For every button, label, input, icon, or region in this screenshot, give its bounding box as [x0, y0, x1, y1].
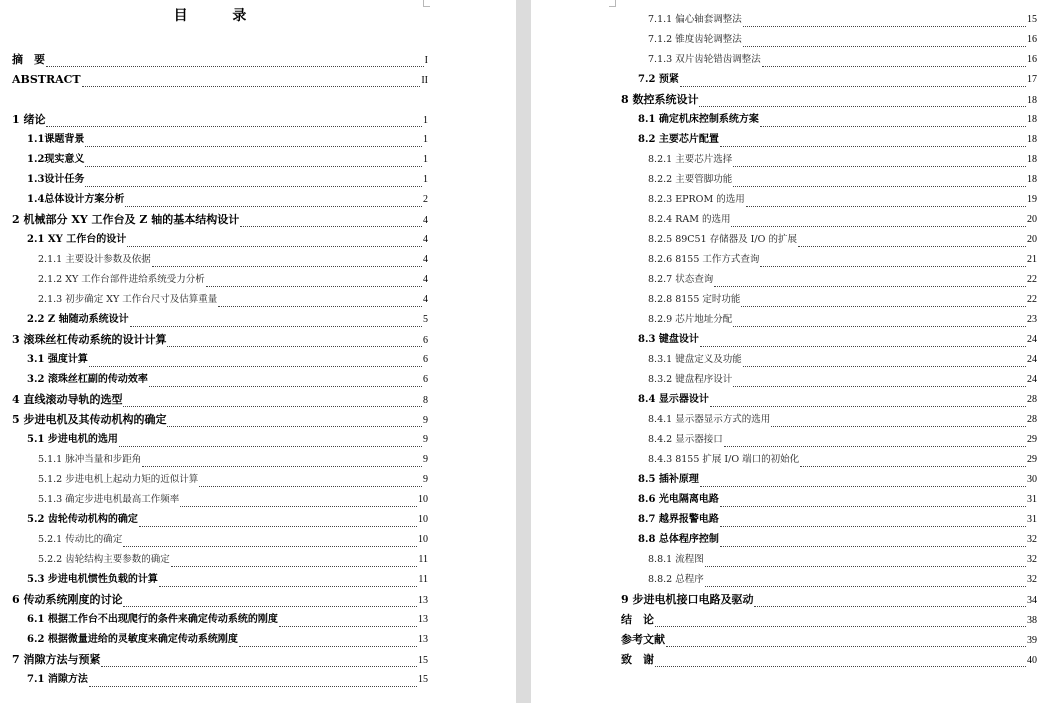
toc-entry-page-number: 1: [423, 154, 428, 165]
toc-entry-title: 5.1.3 确定步进电机最高工作频率: [38, 494, 180, 505]
toc-entry: [0, 290, 428, 310]
toc-entry-page-number: 10: [418, 534, 428, 545]
toc-entry: [0, 670, 428, 690]
toc-entry: [0, 630, 428, 650]
toc-entry-title: 结 论: [621, 613, 654, 626]
toc-entry: [531, 210, 1037, 230]
toc-entry-page-number: 6: [423, 335, 428, 346]
toc-entry-title: 8.4.3 8155 扩展 I/O 端口的初始化: [648, 454, 800, 465]
toc-entry: [0, 150, 428, 170]
toc-entry-title: 5.2 齿轮传动机构的确定: [27, 514, 138, 525]
toc-entry-page-number: 23: [1027, 314, 1037, 325]
toc-leader-dots: [240, 214, 422, 227]
toc-entry: [0, 610, 428, 630]
toc-leader-dots: [733, 374, 1026, 387]
toc-entry-page-number: 13: [418, 634, 428, 645]
toc-entry-title: 5.1.2 步进电机上起动力矩的近似计算: [38, 474, 199, 485]
toc-leader-dots: [724, 434, 1026, 447]
toc-leader-dots: [142, 454, 422, 467]
toc-leader-dots: [746, 194, 1026, 207]
toc-entry-title: 5 步进电机及其传动机构的确定: [12, 413, 167, 426]
toc-entry: [531, 250, 1037, 270]
toc-entry: [0, 650, 428, 670]
toc-entry: [531, 390, 1037, 410]
toc-entry-page-number: 34: [1027, 595, 1037, 606]
toc-leader-dots: [720, 494, 1026, 507]
toc-entry-page-number: 2: [423, 194, 428, 205]
toc-leader-dots: [760, 114, 1026, 127]
toc-title: 目 录: [173, 8, 267, 24]
toc-entry: [531, 130, 1037, 150]
toc-entry-page-number: 28: [1027, 394, 1037, 405]
toc-entry-title: 7.1 消隙方法: [27, 674, 88, 685]
toc-entry-title: 8.5 插补原理: [638, 474, 699, 485]
toc-entry: [531, 630, 1037, 650]
toc-entry: [0, 530, 428, 550]
toc-leader-dots: [89, 354, 422, 367]
toc-entry-page-number: 6: [423, 354, 428, 365]
toc-entry-title: 7.1.1 偏心轴套调整法: [648, 14, 742, 25]
toc-entry-title: ABSTRACT: [12, 73, 81, 86]
toc-entry: [531, 450, 1037, 470]
toc-entry-title: 8.3.1 键盘定义及功能: [648, 354, 742, 365]
toc-entry: [531, 190, 1037, 210]
toc-entry-page-number: 11: [418, 574, 428, 585]
toc-entry-title: 8.3.2 键盘程序设计: [648, 374, 733, 385]
toc-leader-dots: [666, 634, 1026, 647]
toc-entry-page-number: 39: [1027, 635, 1037, 646]
toc-entry-page-number: 24: [1027, 354, 1037, 365]
toc-entry: [531, 30, 1037, 50]
toc-entry-page-number: 18: [1027, 154, 1037, 165]
toc-entry-title: 参考文献: [621, 633, 665, 646]
toc-entry-page-number: 30: [1027, 474, 1037, 485]
toc-entry-page-number: 1: [423, 134, 428, 145]
toc-leader-dots: [125, 194, 422, 207]
toc-entry: [0, 590, 428, 610]
toc-entry-page-number: 10: [418, 494, 428, 505]
toc-entry: [0, 70, 428, 90]
toc-entry: [0, 350, 428, 370]
toc-entry: [531, 90, 1037, 110]
toc-entry-page-number: 18: [1027, 134, 1037, 145]
toc-entry: [531, 550, 1037, 570]
toc-leader-dots: [123, 534, 417, 547]
toc-leader-dots: [720, 514, 1026, 527]
toc-leader-dots: [152, 254, 422, 267]
toc-entry-page-number: 6: [423, 374, 428, 385]
toc-leader-dots: [741, 294, 1026, 307]
toc-entry-title: 8.2.3 EPROM 的选用: [648, 194, 745, 205]
toc-entry-page-number: 17: [1027, 74, 1037, 85]
toc-page-right: [531, 0, 1055, 703]
toc-entry-title: 9 步进电机接口电路及驱动: [621, 593, 754, 606]
toc-entry: [531, 650, 1037, 670]
toc-entry-page-number: 21: [1027, 254, 1037, 265]
toc-leader-dots: [743, 34, 1026, 47]
toc-entry-title: 6 传动系统刚度的讨论: [12, 593, 123, 606]
toc-entry-title: 8.7 越界报警电路: [638, 514, 719, 525]
toc-entry-title: 7.1.2 锥度齿轮调整法: [648, 34, 742, 45]
toc-leader-dots: [159, 574, 417, 587]
toc-entry-title: 8.2 主要芯片配置: [638, 134, 719, 145]
toc-entry-title: 4 直线滚动导轨的选型: [12, 393, 123, 406]
toc-entry-page-number: 24: [1027, 334, 1037, 345]
toc-entry: [0, 470, 428, 490]
toc-entry: [0, 570, 428, 590]
toc-leader-dots: [754, 594, 1026, 607]
toc-leader-dots: [700, 334, 1026, 347]
toc-leader-dots: [85, 154, 422, 167]
toc-entry: [0, 550, 428, 570]
toc-entry-title: 5.2.2 齿轮结构主要参数的确定: [38, 554, 170, 565]
toc-entry-title: 8.6 光电隔离电路: [638, 494, 719, 505]
toc-entry-title: 摘 要: [12, 53, 45, 66]
toc-entry-title: 8.2.6 8155 工作方式查询: [648, 254, 760, 265]
toc-entry: [531, 370, 1037, 390]
toc-leader-dots: [46, 114, 422, 127]
toc-leader-dots: [167, 334, 422, 347]
toc-entry-page-number: 40: [1027, 655, 1037, 666]
toc-leader-dots: [139, 514, 417, 527]
toc-entry-title: 8.2.4 RAM 的选用: [648, 214, 731, 225]
toc-leader-dots: [206, 274, 422, 287]
toc-leader-dots: [705, 554, 1026, 567]
toc-leader-dots: [89, 674, 417, 687]
toc-entry-page-number: 15: [418, 655, 428, 666]
toc-leader-dots: [680, 74, 1026, 87]
toc-leader-dots: [46, 54, 424, 67]
toc-entry-page-number: 22: [1027, 274, 1037, 285]
toc-leader-dots: [700, 474, 1026, 487]
toc-entry-page-number: I: [424, 55, 428, 66]
toc-entry-page-number: 4: [423, 215, 428, 226]
toc-entry-page-number: 9: [423, 474, 428, 485]
toc-entry: [531, 10, 1037, 30]
toc-entry-title: 1.3设计任务: [27, 174, 85, 185]
toc-leader-dots: [180, 494, 417, 507]
toc-leader-dots: [101, 654, 417, 667]
toc-leader-dots: [239, 634, 417, 647]
toc-leader-dots: [720, 134, 1026, 147]
toc-leader-dots: [123, 394, 422, 407]
toc-entry-title: 6.2 根据微量进给的灵敏度来确定传动系统刚度: [27, 634, 238, 645]
toc-entry: [531, 610, 1037, 630]
toc-entry-page-number: 9: [423, 434, 428, 445]
toc-entry-title: 8.4.1 显示器显示方式的选用: [648, 414, 771, 425]
toc-entry-page-number: 20: [1027, 234, 1037, 245]
toc-entry: [531, 590, 1037, 610]
toc-entry: [531, 490, 1037, 510]
toc-leader-dots: [714, 274, 1026, 287]
toc-entry: [531, 110, 1037, 130]
toc-leader-dots: [760, 254, 1026, 267]
toc-entry-title: 2.2 Z 轴随动系统设计: [27, 314, 129, 325]
toc-entry: [0, 430, 428, 450]
toc-entry-title: 致 谢: [621, 653, 654, 666]
toc-entry-page-number: 4: [423, 294, 428, 305]
toc-entry-page-number: 18: [1027, 114, 1037, 125]
toc-leader-dots: [199, 474, 422, 487]
toc-entry-title: 5.1.1 脉冲当量和步距角: [38, 454, 142, 465]
toc-leader-dots: [699, 94, 1026, 107]
toc-entry-page-number: 18: [1027, 174, 1037, 185]
toc-entry-page-number: 1: [423, 174, 428, 185]
toc-entry-page-number: 19: [1027, 194, 1037, 205]
toc-entry: [0, 170, 428, 190]
toc-entry: [0, 370, 428, 390]
toc-leader-dots: [82, 74, 421, 87]
toc-leader-dots: [710, 394, 1026, 407]
toc-entry-title: 2.1.1 主要设计参数及依据: [38, 254, 151, 265]
toc-entry: [0, 50, 428, 70]
toc-leader-dots: [733, 154, 1026, 167]
toc-entry: [0, 510, 428, 530]
toc-entry-title: 2.1 XY 工作台的设计: [27, 234, 127, 245]
toc-entry-title: 3.2 滚珠丝杠副的传动效率: [27, 374, 148, 385]
toc-entry-page-number: 18: [1027, 95, 1037, 106]
toc-entry: [531, 290, 1037, 310]
toc-entry-title: 2 机械部分 XY 工作台及 Z 轴的基本结构设计: [12, 213, 240, 226]
toc-entry-page-number: 4: [423, 274, 428, 285]
toc-entry-title: 8.1 确定机床控制系统方案: [638, 114, 759, 125]
toc-entry-title: 1.4总体设计方案分析: [27, 194, 125, 205]
toc-entry-page-number: 10: [418, 514, 428, 525]
toc-entry-page-number: 32: [1027, 534, 1037, 545]
toc-entry: [531, 410, 1037, 430]
toc-entry-page-number: 20: [1027, 214, 1037, 225]
toc-entry-title: 1.2现实意义: [27, 154, 85, 165]
toc-entry: [0, 390, 428, 410]
toc-entry-title: 7.2 预紧: [638, 74, 679, 85]
toc-entry-title: 8.8 总体程序控制: [638, 534, 719, 545]
crop-mark: [609, 0, 616, 7]
toc-leader-dots: [800, 454, 1026, 467]
toc-entry-title: 1 绪论: [12, 113, 46, 126]
toc-entry-page-number: 9: [423, 415, 428, 426]
toc-leader-dots: [218, 294, 422, 307]
toc-leader-dots: [731, 214, 1026, 227]
toc-leader-dots: [279, 614, 417, 627]
toc-entry-title: 8.4 显示器设计: [638, 394, 709, 405]
toc-entry-title: 7.1.3 双片齿轮错齿调整法: [648, 54, 761, 65]
toc-entry-page-number: 4: [423, 254, 428, 265]
toc-entry-page-number: 1: [423, 115, 428, 126]
toc-entry-title: 8.8.2 总程序: [648, 574, 704, 585]
toc-entry-page-number: 11: [418, 554, 428, 565]
toc-entry: [531, 570, 1037, 590]
toc-entry-page-number: 16: [1027, 54, 1037, 65]
toc-entry-title: 5.2.1 传动比的确定: [38, 534, 123, 545]
toc-entry-page-number: 31: [1027, 514, 1037, 525]
toc-entry-page-number: 24: [1027, 374, 1037, 385]
toc-leader-dots: [733, 174, 1026, 187]
toc-entry-title: 7 消隙方法与预紧: [12, 653, 101, 666]
toc-entry-title: 8.2.5 89C51 存储器及 I/O 的扩展: [648, 234, 797, 245]
toc-leader-dots: [130, 314, 422, 327]
toc-leader-dots: [720, 534, 1026, 547]
toc-entry-page-number: 29: [1027, 454, 1037, 465]
toc-leader-dots: [743, 14, 1026, 27]
toc-leader-dots: [119, 434, 422, 447]
toc-leader-dots: [762, 54, 1026, 67]
toc-entry: [0, 410, 428, 430]
toc-entry-title: 1.1课题背景: [27, 134, 85, 145]
toc-leader-dots: [127, 234, 422, 247]
toc-entry: [0, 130, 428, 150]
toc-entry: [531, 470, 1037, 490]
toc-entry-title: 5.1 步进电机的选用: [27, 434, 118, 445]
toc-entry-page-number: 32: [1027, 574, 1037, 585]
toc-entry-page-number: 16: [1027, 34, 1037, 45]
toc-entry-title: 8.2.1 主要芯片选择: [648, 154, 733, 165]
toc-entry: [0, 310, 428, 330]
toc-leader-dots: [743, 354, 1026, 367]
toc-entry: [0, 210, 428, 230]
toc-entry-title: 8.8.1 流程图: [648, 554, 704, 565]
toc-entry: [0, 110, 428, 130]
toc-entry: [531, 50, 1037, 70]
toc-entry-page-number: II: [421, 75, 428, 86]
toc-entry-title: 8.2.2 主要管脚功能: [648, 174, 733, 185]
toc-entry-title: 8.2.8 8155 定时功能: [648, 294, 741, 305]
toc-page-left: [0, 0, 516, 703]
toc-leader-dots: [167, 414, 422, 427]
toc-entry: [531, 70, 1037, 90]
toc-entry: [0, 330, 428, 350]
toc-entry-page-number: 28: [1027, 414, 1037, 425]
toc-entry-page-number: 15: [1027, 14, 1037, 25]
toc-leader-dots: [149, 374, 422, 387]
toc-entry: [0, 250, 428, 270]
toc-entry: [531, 330, 1037, 350]
toc-entry-page-number: 38: [1027, 615, 1037, 626]
toc-entry-page-number: 5: [423, 314, 428, 325]
toc-entry: [531, 510, 1037, 530]
toc-leader-dots: [771, 414, 1026, 427]
toc-entry: [0, 270, 428, 290]
toc-entry-title: 8 数控系统设计: [621, 93, 699, 106]
toc-entry-page-number: 8: [423, 395, 428, 406]
toc-entry-page-number: 31: [1027, 494, 1037, 505]
toc-entry-page-number: 4: [423, 234, 428, 245]
toc-leader-dots: [123, 594, 417, 607]
toc-leader-dots: [655, 614, 1026, 627]
toc-entry-title: 2.1.3 初步确定 XY 工作台尺寸及估算重量: [38, 294, 218, 305]
toc-entry-title: 8.4.2 显示器接口: [648, 434, 723, 445]
toc-entry-page-number: 13: [418, 614, 428, 625]
toc-entry: [531, 350, 1037, 370]
toc-entry: [531, 230, 1037, 250]
toc-entry-page-number: 15: [418, 674, 428, 685]
toc-leader-dots: [798, 234, 1026, 247]
page-gutter: [516, 0, 531, 703]
toc-entry: [531, 310, 1037, 330]
toc-entry: [0, 490, 428, 510]
toc-entry-page-number: 9: [423, 454, 428, 465]
toc-entry-page-number: 29: [1027, 434, 1037, 445]
toc-leader-dots: [85, 134, 422, 147]
toc-entry-page-number: 22: [1027, 294, 1037, 305]
toc-leader-dots: [85, 174, 422, 187]
toc-entry-page-number: 13: [418, 595, 428, 606]
toc-entry: [531, 270, 1037, 290]
toc-entry: [531, 430, 1037, 450]
toc-entry-title: 8.3 键盘设计: [638, 334, 699, 345]
toc-entry: [531, 170, 1037, 190]
toc-entry-title: 2.1.2 XY 工作台部件进给系统受力分析: [38, 274, 205, 285]
toc-entry-title: 6.1 根据工作台不出现爬行的条件来确定传动系统的刚度: [27, 614, 278, 625]
toc-leader-dots: [171, 554, 418, 567]
toc-entry: [0, 230, 428, 250]
toc-entry-title: 5.3 步进电机惯性负载的计算: [27, 574, 158, 585]
toc-entry: [531, 150, 1037, 170]
toc-leader-dots: [705, 574, 1026, 587]
toc-entry-page-number: 32: [1027, 554, 1037, 565]
toc-entry-title: 3.1 强度计算: [27, 354, 88, 365]
toc-leader-dots: [733, 314, 1026, 327]
toc-entry-title: 8.2.9 芯片地址分配: [648, 314, 733, 325]
toc-entry: [0, 190, 428, 210]
toc-entry-title: 8.2.7 状态查询: [648, 274, 714, 285]
toc-leader-dots: [655, 654, 1026, 667]
toc-entry: [0, 450, 428, 470]
toc-entry-title: 3 滚珠丝杠传动系统的设计计算: [12, 333, 167, 346]
toc-entry: [531, 530, 1037, 550]
